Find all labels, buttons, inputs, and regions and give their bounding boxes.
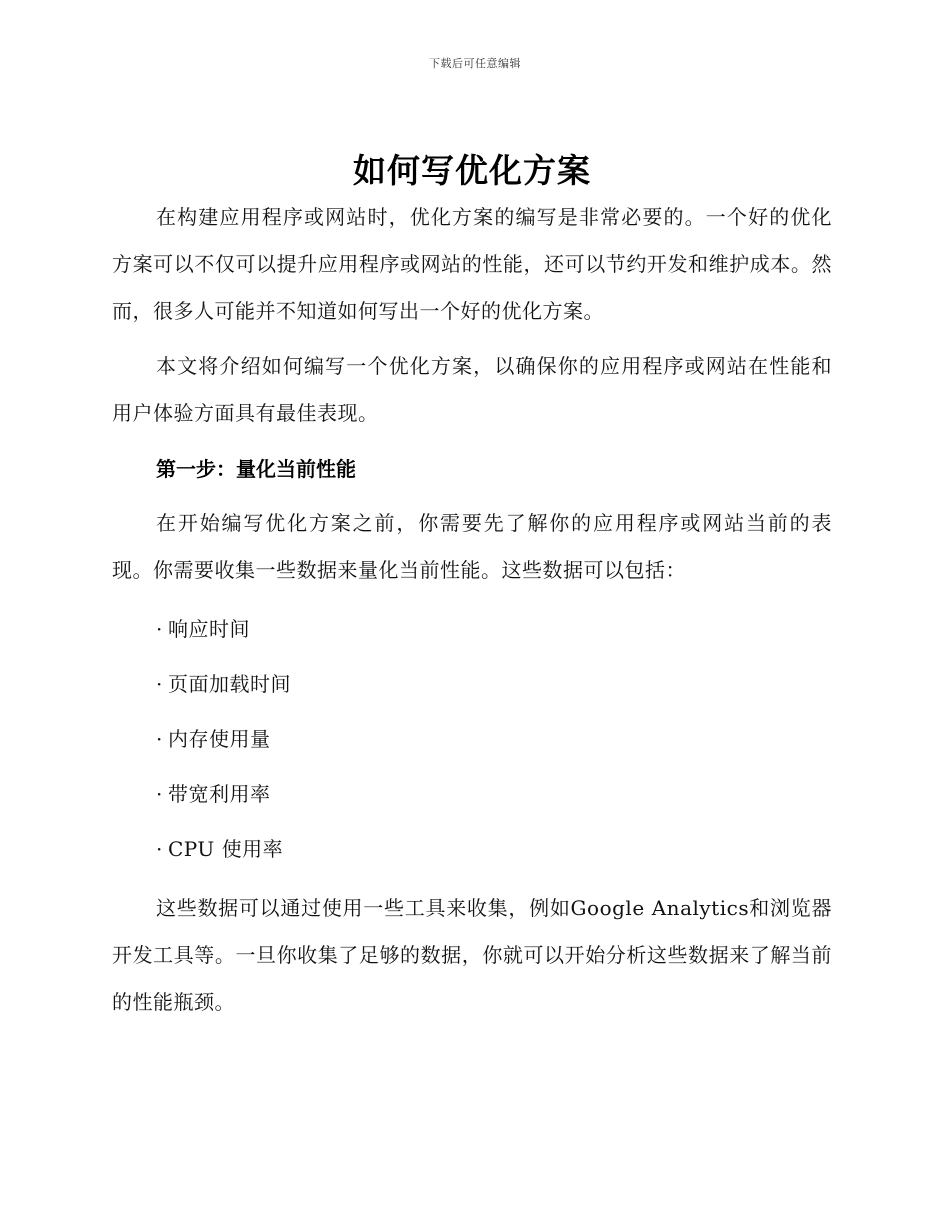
list-item bbox=[156, 657, 832, 712]
metric-label: 响应时间 bbox=[168, 617, 250, 641]
bullet-icon: · bbox=[156, 727, 163, 751]
step1-tools-paragraph: 这些数据可以通过使用一些工具来收集，例如Google Analytics和浏览器开发工具等。一旦你收集了足够的数据，你就可以开始分析这些数据来了解当前的性能瓶颈。 bbox=[112, 896, 832, 1014]
bullet-icon: · bbox=[156, 672, 163, 696]
metric-label: 内存使用量 bbox=[168, 727, 271, 751]
bullet-icon: · bbox=[156, 837, 163, 861]
step1-heading: 第一步：量化当前性能 bbox=[156, 457, 356, 481]
document-title: 如何写优化方案 bbox=[353, 151, 591, 190]
bullet-icon: · bbox=[156, 782, 163, 806]
metric-label: CPU 使用率 bbox=[168, 837, 284, 861]
list-item bbox=[156, 712, 832, 767]
page-header-note: 下载后可任意编辑 bbox=[429, 57, 521, 70]
metric-label: 页面加载时间 bbox=[168, 672, 291, 696]
bullet-icon: · bbox=[156, 617, 163, 641]
document-body bbox=[112, 148, 832, 1026]
list-item bbox=[156, 822, 832, 877]
list-item bbox=[156, 767, 832, 822]
purpose-paragraph: 本文将介绍如何编写一个优化方案，以确保你的应用程序或网站在性能和用户体验方面具有最佳表现。 bbox=[112, 354, 832, 425]
intro-paragraph: 在构建应用程序或网站时，优化方案的编写是非常必要的。一个好的优化方案可以不仅可以提升应用程序或网站的性能，还可以节约开发和维护成本。然而，很多人可能并不知道如何写出一个好的优化方案。 bbox=[112, 205, 832, 323]
step1-intro-paragraph: 在开始编写优化方案之前，你需要先了解你的应用程序或网站当前的表现。你需要收集一些数据来量化当前性能。这些数据可以包括： bbox=[112, 511, 832, 582]
list-item bbox=[156, 602, 832, 657]
metric-label: 带宽利用率 bbox=[168, 782, 271, 806]
metrics-list bbox=[112, 602, 832, 877]
